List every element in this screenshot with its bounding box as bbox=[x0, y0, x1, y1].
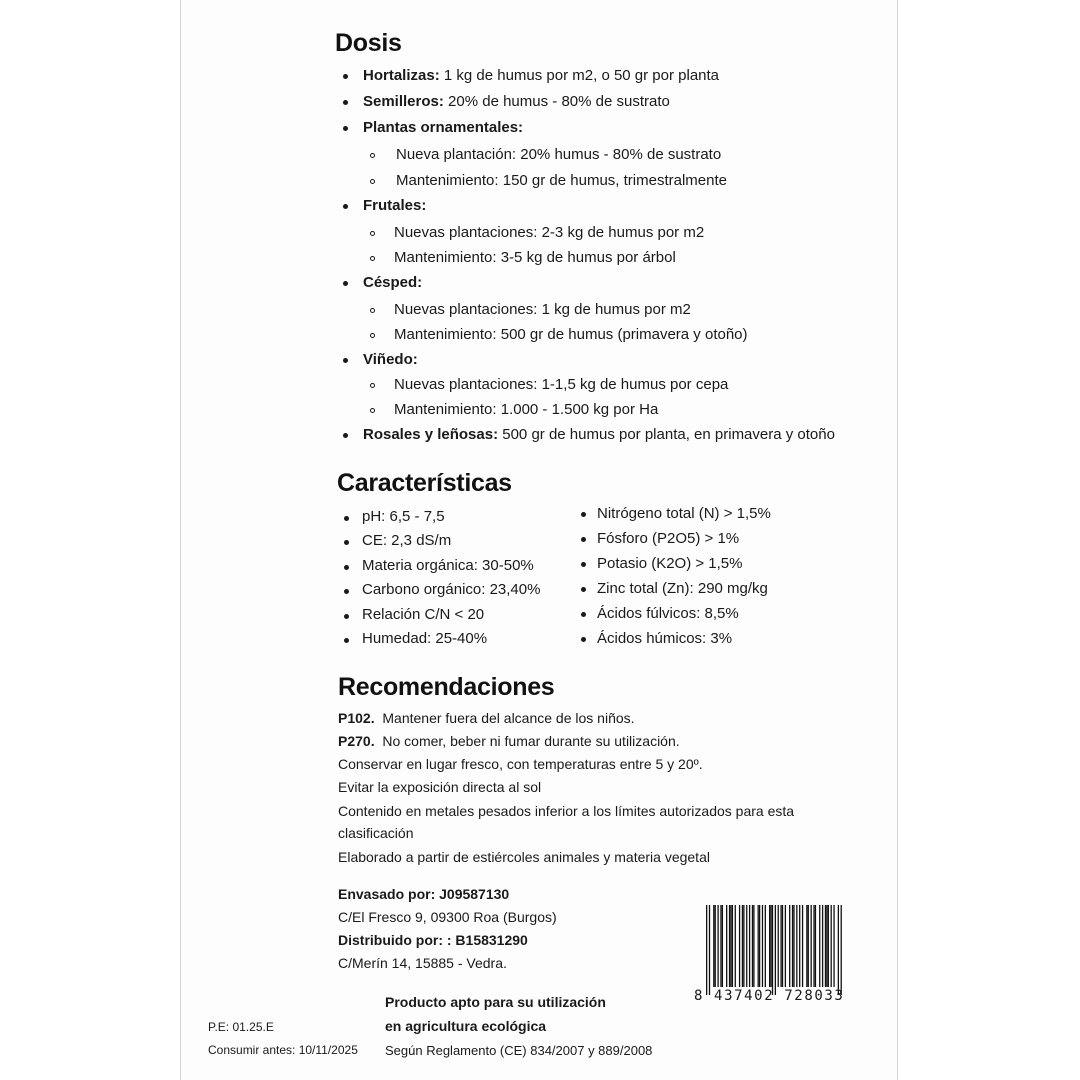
dosis-title: Dosis bbox=[335, 29, 402, 57]
barcode-bar bbox=[782, 905, 783, 987]
barcode-bar bbox=[746, 905, 747, 987]
dosis-vinedo-item: Mantenimiento: 1.000 - 1.500 kg por Ha bbox=[394, 401, 659, 418]
barcode-bar bbox=[765, 905, 766, 987]
dosis-vinedo-label: Viñedo: bbox=[363, 351, 418, 368]
barcode-bar bbox=[792, 905, 793, 987]
barcode-bar bbox=[808, 905, 809, 987]
consumir-antes: Consumir antes: 10/11/2025 bbox=[208, 1043, 358, 1057]
barcode-bar bbox=[826, 905, 827, 987]
bullet-icon bbox=[343, 74, 348, 79]
barcode-bar bbox=[769, 905, 770, 987]
eco-line1: Producto apto para su utilización bbox=[385, 994, 606, 1010]
barcode-bar bbox=[799, 905, 800, 987]
barcode-bar bbox=[739, 905, 740, 987]
bullet-icon bbox=[581, 562, 586, 567]
barcode-bar bbox=[831, 905, 832, 987]
bullet-icon bbox=[343, 358, 348, 363]
eco-line2: en agricultura ecológica bbox=[385, 1018, 547, 1034]
dosis-semilleros: Semilleros: 20% de humus - 80% de sustrato bbox=[363, 93, 670, 110]
bullet-icon bbox=[344, 614, 349, 619]
sub-bullet-icon bbox=[370, 231, 375, 236]
barcode-bar bbox=[825, 905, 826, 987]
eco-regulation: Según Reglamento (CE) 834/2007 y 889/2008 bbox=[385, 1043, 653, 1058]
sub-bullet-icon bbox=[370, 308, 375, 313]
caracteristica-item: Zinc total (Zn): 290 mg/kg bbox=[597, 580, 768, 597]
barcode-bar bbox=[802, 905, 803, 987]
barcode-bar bbox=[758, 905, 759, 987]
caracteristica-item: Humedad: 25-40% bbox=[362, 630, 488, 647]
distribuido-address: C/Merín 14, 15885 - Vedra. bbox=[338, 955, 507, 971]
barcode-bar bbox=[778, 905, 779, 987]
bullet-icon bbox=[344, 589, 349, 594]
barcode-bar bbox=[742, 905, 743, 987]
caracteristica-item: Fósforo (P2O5) > 1% bbox=[597, 530, 740, 547]
bullet-icon bbox=[344, 565, 349, 570]
barcode-bar bbox=[715, 905, 716, 987]
barcode-bar bbox=[720, 905, 721, 987]
bullet-icon bbox=[343, 433, 348, 438]
recomendacion-line: Conservar en lugar fresco, con temperaturas entre 5 y 20º. bbox=[338, 756, 703, 772]
dosis-cesped-item: Nuevas plantaciones: 1 kg de humus por m2 bbox=[394, 301, 691, 318]
barcode-bar bbox=[811, 905, 812, 987]
barcode-bar bbox=[709, 905, 710, 995]
barcode-bar bbox=[743, 905, 744, 987]
distribuido-label: Distribuido por: : B15831290 bbox=[338, 932, 528, 948]
barcode-bar bbox=[833, 905, 834, 987]
dosis-rosales: Rosales y leñosas: 500 gr de humus por planta, en primavera y otoño bbox=[363, 426, 835, 443]
recomendacion-line: Elaborado a partir de estiércoles animales y materia vegetal bbox=[338, 849, 710, 865]
sub-bullet-icon bbox=[370, 408, 375, 413]
bullet-icon bbox=[343, 126, 348, 131]
barcode-bar bbox=[793, 905, 794, 987]
envasado-label: Envasado por: J09587130 bbox=[338, 886, 510, 902]
barcode-bar bbox=[822, 905, 823, 987]
barcode-bar bbox=[753, 905, 754, 987]
barcode-bar bbox=[735, 905, 736, 987]
barcode-bar bbox=[775, 905, 776, 995]
barcode-bar bbox=[785, 905, 786, 987]
barcode-bar bbox=[713, 905, 714, 987]
barcode-bar bbox=[806, 905, 807, 987]
recomendacion-p102: P102. Mantener fuera del alcance de los niños. bbox=[338, 710, 635, 726]
dosis-ornamentales-item: Nueva plantación: 20% humus - 80% de sustrato bbox=[396, 146, 722, 163]
dosis-frutales-item: Mantenimiento: 3-5 kg de humus por árbol bbox=[394, 249, 676, 266]
barcode-bar bbox=[772, 905, 773, 995]
barcode-bar bbox=[789, 905, 790, 987]
barcode-bar bbox=[759, 905, 760, 987]
barcode-bar bbox=[796, 905, 797, 987]
caracteristica-item: Carbono orgánico: 23,40% bbox=[362, 581, 541, 598]
caracteristica-item: pH: 6,5 - 7,5 bbox=[362, 508, 445, 525]
dosis-cesped-item: Mantenimiento: 500 gr de humus (primavera y otoño) bbox=[394, 326, 748, 343]
barcode-bar bbox=[841, 905, 842, 995]
bullet-icon bbox=[344, 638, 349, 643]
bullet-icon bbox=[581, 612, 586, 617]
dosis-vinedo-item: Nuevas plantaciones: 1-1,5 kg de humus por cepa bbox=[394, 376, 729, 393]
dosis-frutales-label: Frutales: bbox=[363, 197, 427, 214]
bullet-icon bbox=[343, 100, 348, 105]
barcode-bar bbox=[722, 905, 723, 987]
barcode-bar bbox=[732, 905, 733, 987]
recomendacion-line: Evitar la exposición directa al sol bbox=[338, 779, 542, 795]
caracteristica-item: Potasio (K2O) > 1,5% bbox=[597, 555, 743, 572]
bullet-icon bbox=[343, 204, 348, 209]
caracteristica-item: Ácidos húmicos: 3% bbox=[597, 630, 733, 647]
caracteristica-item: Nitrógeno total (N) > 1,5% bbox=[597, 505, 771, 522]
barcode-bar bbox=[726, 905, 727, 987]
dosis-frutales-item: Nuevas plantaciones: 2-3 kg de humus por m2 bbox=[394, 224, 705, 241]
caracteristica-item: Materia orgánica: 30-50% bbox=[362, 557, 534, 574]
barcode-number: 8 437402 728033 bbox=[694, 988, 845, 1004]
barcode-bar bbox=[717, 905, 718, 987]
barcode-bar bbox=[828, 905, 829, 987]
sub-bullet-icon bbox=[370, 333, 375, 338]
barcode-bar bbox=[729, 905, 730, 987]
recomendacion-p270: P270. No comer, beber ni fumar durante su utilización. bbox=[338, 733, 680, 749]
barcode-bar bbox=[752, 905, 753, 987]
barcode-bar bbox=[770, 905, 771, 987]
barcode-image bbox=[706, 905, 842, 995]
sub-bullet-icon bbox=[370, 383, 375, 388]
recomendacion-line: clasificación bbox=[338, 825, 414, 841]
caracteristica-item: CE: 2,3 dS/m bbox=[362, 532, 452, 549]
dosis-ornamentales-label: Plantas ornamentales: bbox=[363, 119, 524, 136]
sub-bullet-icon bbox=[370, 179, 375, 184]
barcode-bar bbox=[813, 905, 814, 987]
barcode-bar bbox=[838, 905, 839, 995]
bullet-icon bbox=[581, 587, 586, 592]
dosis-cesped-label: Césped: bbox=[363, 274, 423, 291]
bullet-icon bbox=[581, 537, 586, 542]
bullet-icon bbox=[344, 516, 349, 521]
bullet-icon bbox=[343, 281, 348, 286]
pe-code: P.E: 01.25.E bbox=[208, 1020, 274, 1034]
barcode-bar bbox=[749, 905, 750, 987]
caracteristicas-title: Características bbox=[337, 469, 512, 497]
caracteristica-item: Ácidos fúlvicos: 8,5% bbox=[597, 605, 739, 622]
envasado-address: C/El Fresco 9, 09300 Roa (Burgos) bbox=[338, 909, 557, 925]
bullet-icon bbox=[344, 540, 349, 545]
barcode-bar bbox=[819, 905, 820, 987]
caracteristica-item: Relación C/N < 20 bbox=[362, 606, 485, 623]
dosis-hortalizas: Hortalizas: 1 kg de humus por m2, o 50 gr por planta bbox=[363, 67, 720, 84]
barcode-bar bbox=[815, 905, 816, 987]
bullet-icon bbox=[581, 637, 586, 642]
barcode-bar bbox=[762, 905, 763, 987]
recomendaciones-title: Recomendaciones bbox=[338, 673, 555, 701]
barcode-bar bbox=[780, 905, 781, 987]
bullet-icon bbox=[581, 512, 586, 517]
barcode-bar bbox=[706, 905, 707, 995]
barcode-bar bbox=[730, 905, 731, 987]
sub-bullet-icon bbox=[370, 153, 375, 158]
recomendacion-line: Contenido en metales pesados inferior a los límites autorizados para esta bbox=[338, 803, 795, 819]
sub-bullet-icon bbox=[370, 256, 375, 261]
dosis-ornamentales-item: Mantenimiento: 150 gr de humus, trimestralmente bbox=[396, 172, 727, 189]
